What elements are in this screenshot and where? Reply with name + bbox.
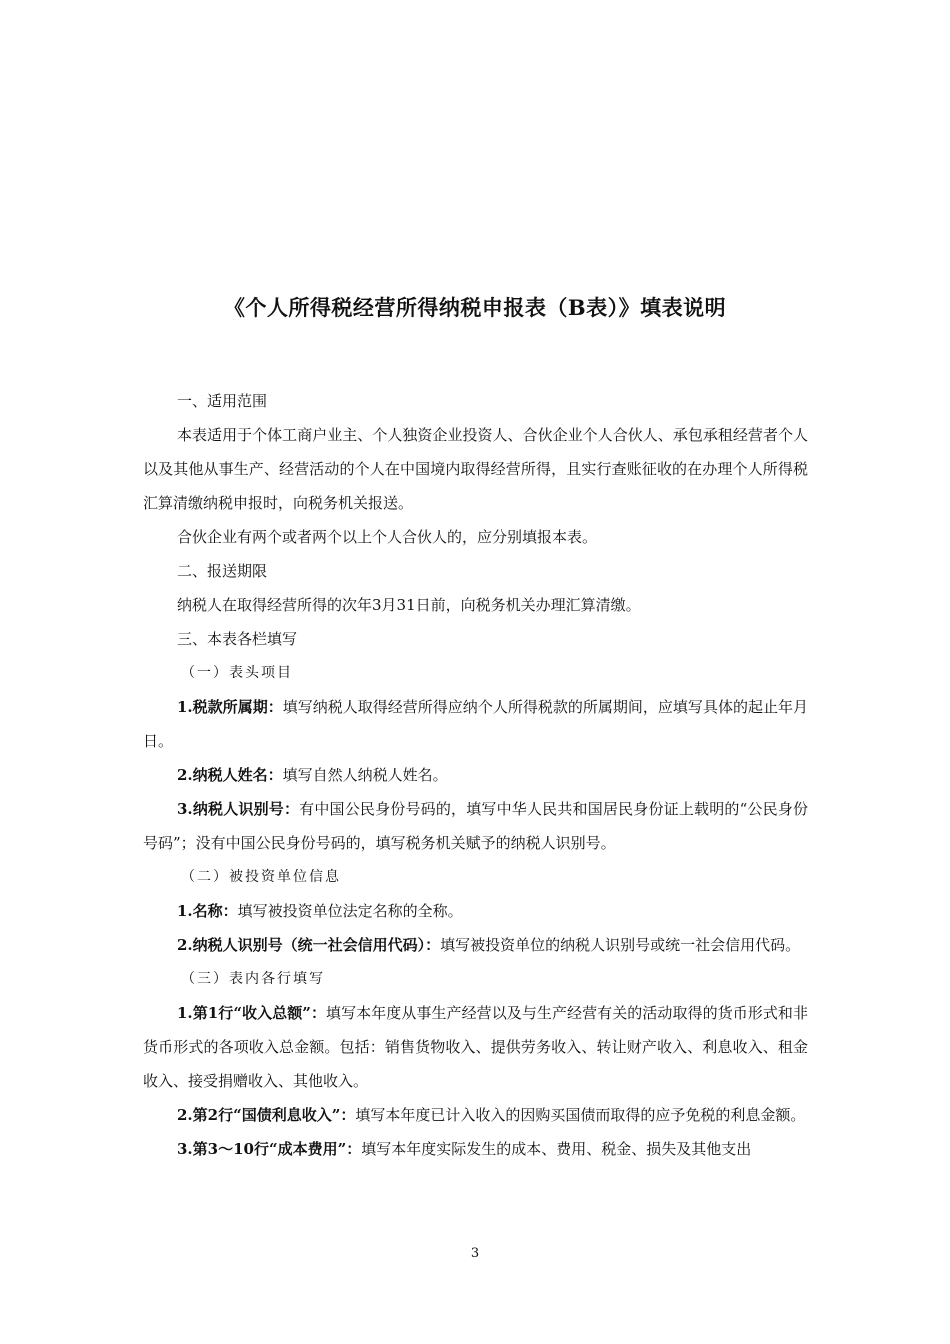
item-text: 填写本年度已计入收入的因购买国债而取得的应予免税的利息金额。	[355, 1106, 806, 1124]
investee-item-taxpayer-id	[143, 928, 808, 962]
subheading-rows: （三）表内各行填写	[181, 971, 325, 987]
item-label: 2.第2行“国债利息收入”：	[177, 1106, 356, 1124]
item-label: 1.名称：	[177, 902, 238, 920]
item-text: 填写纳税人取得经营所得应纳个人所得税款的所属期间，应填写具体的起止年月日。	[143, 698, 808, 750]
row-item-bond-interest	[143, 1098, 808, 1132]
investee-item-name	[143, 894, 808, 928]
document-body	[143, 384, 808, 1166]
section-heading-scope: 一、适用范围	[177, 392, 268, 410]
item-label: 1.税款所属期：	[177, 698, 283, 716]
section-heading-fields: 三、本表各栏填写	[177, 630, 298, 648]
header-item-taxpayer-id	[143, 792, 808, 860]
item-text: 填写被投资单位法定名称的全称。	[237, 902, 463, 920]
item-label: 2.纳税人姓名：	[177, 766, 283, 784]
section-heading-deadline: 二、报送期限	[177, 562, 268, 580]
item-text: 填写本年度从事生产经营以及与生产经营有关的活动取得的货币形式和非货币形式的各项收入总金额。包括：销售货物收入、提供劳务收入、转让财产收入、利息收入、租金收入、接受捐赠收入、其他收入。	[143, 1004, 808, 1090]
page-number: 3	[470, 1246, 480, 1261]
deadline-paragraph: 纳税人在取得经营所得的次年3月31日前，向税务机关办理汇算清缴。	[177, 596, 641, 614]
item-label: 3.第3～10行“成本费用”：	[177, 1140, 362, 1158]
item-text: 填写自然人纳税人姓名。	[282, 766, 448, 784]
scope-paragraph-2: 合伙企业有两个或者两个以上个人合伙人的，应分别填报本表。	[177, 528, 598, 546]
item-text: 有中国公民身份号码的，填写中华人民共和国居民身份证上载明的“公民身份号码”；没有中国公民身份号码的，填写税务机关赋予的纳税人识别号。	[143, 800, 808, 852]
header-item-tax-period	[143, 690, 808, 758]
subheading-header-items: （一）表头项目	[181, 665, 293, 681]
row-item-costs	[143, 1132, 808, 1166]
header-item-taxpayer-name	[143, 758, 808, 792]
item-label: 3.纳税人识别号：	[177, 800, 300, 818]
row-item-total-income	[143, 996, 808, 1098]
item-label: 1.第1行“收入总额”：	[177, 1004, 327, 1022]
item-label: 2.纳税人识别号（统一社会信用代码）：	[177, 936, 441, 954]
document-title: 《个人所得税经营所得纳税申报表（B表）》填表说明	[223, 295, 727, 320]
scope-paragraph-1: 本表适用于个体工商户业主、个人独资企业投资人、合伙企业个人合伙人、承包承租经营者个人以及其他从事生产、经营活动的个人在中国境内取得经营所得，且实行查账征收的在办理个人所得税汇算清缴纳税申报时，向税务机关报送。	[143, 426, 808, 512]
subheading-investee: （二）被投资单位信息	[181, 869, 341, 885]
item-text: 填写被投资单位的纳税人识别号或统一社会信用代码。	[440, 936, 801, 954]
item-text: 填写本年度实际发生的成本、费用、税金、损失及其他支出	[361, 1140, 752, 1158]
